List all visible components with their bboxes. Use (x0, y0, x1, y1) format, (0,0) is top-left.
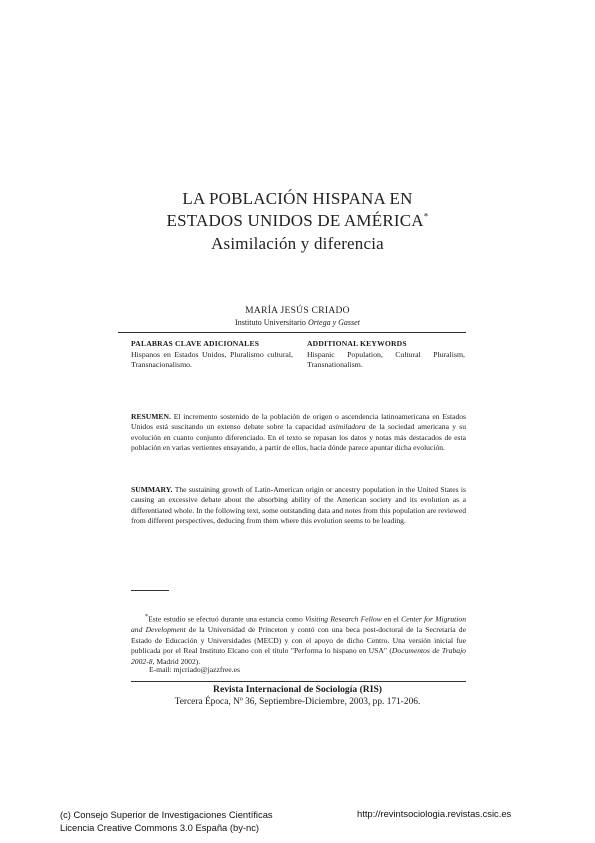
author-email: E-mail: mjcriado@jazzfree.es (149, 665, 240, 674)
title-footnote-mark: * (423, 211, 429, 222)
license-copyright: (c) Consejo Superior de Investigaciones Científicas (60, 809, 273, 820)
article-title-line-1: LA POBLACIÓN HISPANA EN (182, 189, 413, 208)
keywords-en-heading: ADDITIONAL KEYWORDS (307, 339, 407, 348)
abstract-es-text-b: de la sociedad americana y su evolución en cuanto conjunto diferenciado. En el texto se repasan los datos y notas más destacados de esta población en varias vertientes ensayando, a partir de ellos, hacia dónde parece apuntar dicha evolución. (131, 422, 466, 453)
article-subtitle: Asimilación y diferencia (211, 234, 384, 253)
footnote-italic-3: Documentos de Trabajo 2002-8 (131, 646, 466, 666)
journal-url-link[interactable]: http://revintsociologia.revistas.csic.es (357, 808, 512, 819)
license-block (60, 808, 273, 834)
abstract-es-label: RESUMEN. (131, 412, 171, 421)
article-title-line-2-text: ESTADOS UNIDOS DE AMÉRICA (166, 211, 424, 230)
abstract-es-text-a: El incremento sostenido de la población de origen o ascendencia latinoamericana en Estados Unidos está suscitando un extenso debate sobre la capacidad (131, 412, 466, 432)
license-terms: Licencia Creative Commons 3.0 España (by-nc) (60, 822, 260, 833)
institution-name: Ortega y Gasset (307, 318, 360, 327)
footnote-text-3: de la Universidad de Princeton y contó con una beca post-doctoral de la Secretaría de Estado de Educación y Universidades (MECD) y con el apoyo de dicho Centro. Una versión inicial fue publicada por el Real Instituto Elcano con el título "Performa lo hispano en USA" ( (131, 625, 466, 656)
footnote-text-4: , Madrid 2002). (152, 656, 201, 666)
abstract-en-label: SUMMARY. (131, 485, 173, 494)
journal-issue: Tercera Época, Nº 36, Septiembre-Diciembre, 2003, pp. 171-206. (174, 697, 421, 707)
abstract-es-text-italic: asimiladora (328, 422, 366, 432)
title-footnote (131, 612, 466, 667)
footnote-italic-2: Center for Migration and Development (131, 614, 466, 635)
keywords-es-heading: PALABRAS CLAVE ADICIONALES (131, 339, 260, 348)
journal-name: Revista Internacional de Sociología (RIS) (213, 684, 382, 695)
footnote-mark: * (145, 613, 149, 620)
keywords-en-text: Hispanic Population, Cultural Pluralism, Transnationalism. (307, 350, 465, 369)
abstract-es (131, 412, 466, 454)
institution-prefix: Instituto Universitario (235, 318, 306, 327)
abstract-en (131, 485, 466, 527)
footnote-separator (131, 590, 169, 591)
author-institution (0, 318, 595, 327)
author-name: MARÍA JESÚS CRIADO (245, 306, 350, 316)
abstract-en-text: The sustaining growth of Latin-American origin or ancestry population in the United States is causing an excessive debate about the absorbing ability of the American society and its evolution as a differentiated whole. In the following text, some outstanding data and notes from this population are reviewed from different perspectives, deducing from them where this evolution seems to be leading. (131, 485, 466, 526)
footnote-text-1: Este estudio se efectuó durante una estancia como (148, 614, 306, 624)
keywords-top-rule (118, 332, 466, 333)
keywords-es-text: Hispanos en Estados Unidos, Pluralismo cultural, Transnacionalismo. (131, 350, 293, 369)
footnote-text-2: en el (381, 614, 402, 624)
footnote-italic-1: Visiting Research Fellow (305, 614, 382, 624)
journal-rule (131, 681, 466, 682)
article-title-line-2 (0, 211, 595, 231)
